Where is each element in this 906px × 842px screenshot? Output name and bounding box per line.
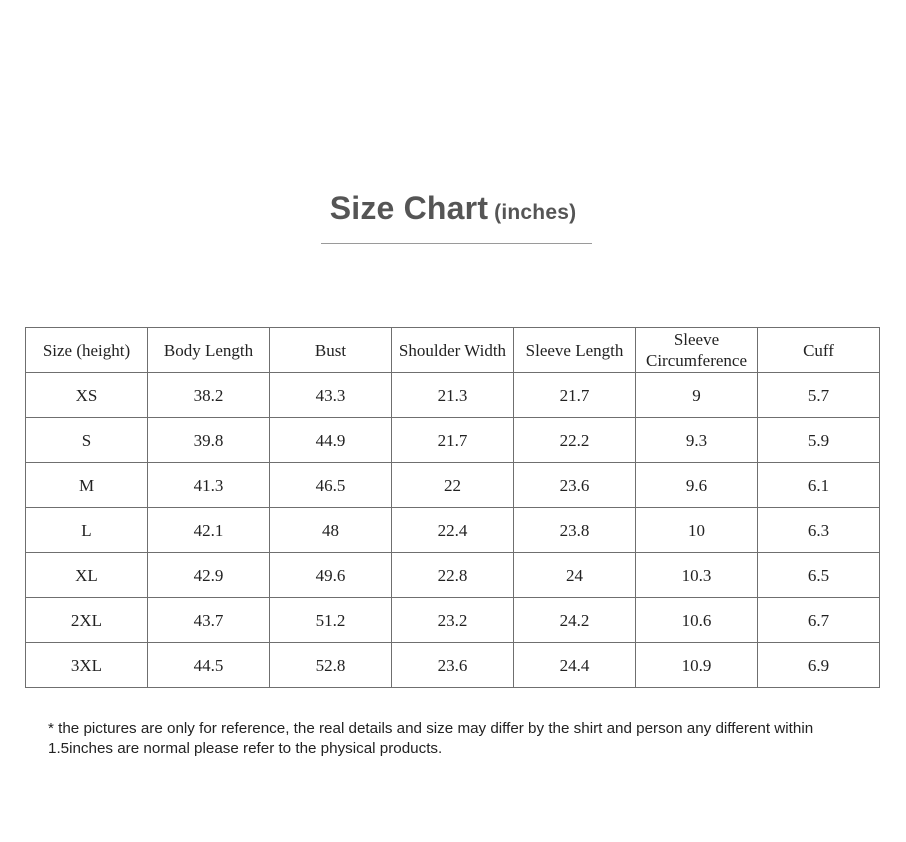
cell-sleeve-length: 21.7	[514, 373, 636, 418]
size-table	[25, 327, 880, 688]
table-row	[26, 508, 880, 553]
page-title	[330, 190, 577, 227]
disclaimer-note: * the pictures are only for reference, the real details and size may differ by the shirt and person any different within 1.5inches are normal please refer to the physical products.	[48, 720, 814, 757]
cell-sleeve-length: 24.4	[514, 643, 636, 688]
cell-cuff: 6.1	[758, 463, 880, 508]
title-text: Size Chart	[329, 190, 489, 226]
cell-body-length: 39.8	[148, 418, 270, 463]
cell-size: XL	[26, 553, 148, 598]
cell-body-length: 42.9	[148, 553, 270, 598]
cell-sleeve-circumference: 10.6	[636, 598, 758, 643]
cell-bust: 48	[270, 508, 392, 553]
cell-cuff: 6.5	[758, 553, 880, 598]
cell-cuff: 5.7	[758, 373, 880, 418]
table-row	[26, 598, 880, 643]
cell-sleeve-circumference: 10	[636, 508, 758, 553]
cell-sleeve-length: 23.8	[514, 508, 636, 553]
table-header-row	[26, 328, 880, 373]
cell-bust: 51.2	[270, 598, 392, 643]
cell-cuff: 6.9	[758, 643, 880, 688]
cell-sleeve-length: 24	[514, 553, 636, 598]
cell-shoulder-width: 21.7	[392, 418, 514, 463]
cell-sleeve-circumference: 10.9	[636, 643, 758, 688]
column-header-shoulder-width: Shoulder Width	[392, 328, 514, 373]
cell-shoulder-width: 22.8	[392, 553, 514, 598]
cell-size: 3XL	[26, 643, 148, 688]
table-row	[26, 643, 880, 688]
column-header-bust: Bust	[270, 328, 392, 373]
title-underline	[321, 243, 592, 244]
cell-shoulder-width: 22.4	[392, 508, 514, 553]
cell-sleeve-circumference: 9.3	[636, 418, 758, 463]
table-row	[26, 418, 880, 463]
cell-size: XS	[26, 373, 148, 418]
title-unit: (inches)	[494, 201, 577, 224]
cell-sleeve-circumference: 9	[636, 373, 758, 418]
cell-body-length: 43.7	[148, 598, 270, 643]
cell-shoulder-width: 21.3	[392, 373, 514, 418]
table-row	[26, 553, 880, 598]
cell-cuff: 6.7	[758, 598, 880, 643]
cell-size: S	[26, 418, 148, 463]
cell-shoulder-width: 22	[392, 463, 514, 508]
cell-bust: 43.3	[270, 373, 392, 418]
cell-bust: 46.5	[270, 463, 392, 508]
cell-shoulder-width: 23.6	[392, 643, 514, 688]
cell-body-length: 38.2	[148, 373, 270, 418]
title-block	[0, 190, 906, 227]
cell-sleeve-circumference: 9.6	[636, 463, 758, 508]
cell-sleeve-length: 24.2	[514, 598, 636, 643]
cell-body-length: 41.3	[148, 463, 270, 508]
cell-size: 2XL	[26, 598, 148, 643]
cell-body-length: 44.5	[148, 643, 270, 688]
cell-bust: 49.6	[270, 553, 392, 598]
table-row	[26, 373, 880, 418]
table-row	[26, 463, 880, 508]
cell-size: L	[26, 508, 148, 553]
column-header-cuff: Cuff	[758, 328, 880, 373]
cell-sleeve-circumference: 10.3	[636, 553, 758, 598]
cell-sleeve-length: 22.2	[514, 418, 636, 463]
cell-size: M	[26, 463, 148, 508]
cell-shoulder-width: 23.2	[392, 598, 514, 643]
column-header-body-length: Body Length	[148, 328, 270, 373]
column-header-sleeve-length: Sleeve Length	[514, 328, 636, 373]
column-header-size: Size (height)	[26, 328, 148, 373]
cell-cuff: 6.3	[758, 508, 880, 553]
cell-bust: 52.8	[270, 643, 392, 688]
cell-body-length: 42.1	[148, 508, 270, 553]
column-header-sleeve-circumference: Sleeve Circumference	[636, 328, 758, 373]
cell-cuff: 5.9	[758, 418, 880, 463]
cell-bust: 44.9	[270, 418, 392, 463]
cell-sleeve-length: 23.6	[514, 463, 636, 508]
